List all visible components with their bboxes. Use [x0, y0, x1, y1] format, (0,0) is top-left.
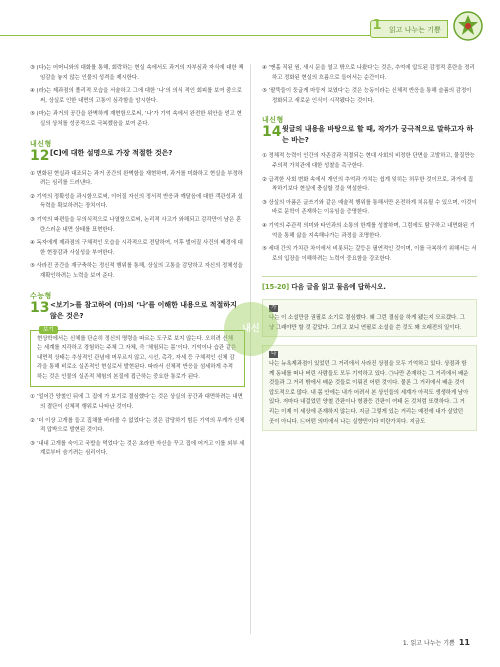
watermark-badge: 내신 [224, 302, 278, 356]
question-12-choices [30, 170, 245, 282]
choice-item[interactable]: ⑤ (마)는 과거의 공간을 완벽하게 재현함으로써, ‘나’가 기억 속에서 완전한 위안을 얻고 현실의 상처를 성공적으로 극복했음을 보여 준다. [30, 111, 242, 127]
choice-item[interactable]: ③ 상실의 아픔은 글쓰기와 같은 예술적 행위를 통해서만 온전하게 치유될 수 있으며, 이것이 바로 문학이 존재하는 이유임을 증명한다. [262, 199, 477, 216]
chapter-number: 1 [372, 18, 382, 33]
question-stem: <보기>를 참고하여 (마)의 ‘나’를 이해한 내용으로 적절하지 않은 것은? [50, 300, 237, 320]
header-rule [0, 35, 370, 36]
choice-item[interactable]: ④ ‘맨홀 직된 원, 새시 문을 열고 밖으로 나왔다’는 것은, 추억에 압도된 감정적 혼란을 정리하고 정화된 현실의 흐름으로 들어서는 순간이다. [262, 65, 475, 81]
page-number: 11 [458, 638, 470, 647]
prev-question-choices [30, 64, 245, 130]
question-13-choices [30, 393, 245, 459]
choice-item[interactable]: ⑤ ‘팔뚝들이 둥글게 마둥저 보였다’는 것은 능동이라는 신체적 반응을 통해 슬픔의 감정이 정화되고 새로운 인식이 시작됐다는 것이다. [262, 88, 472, 104]
choice-item[interactable]: ① 정체적 능력이 인간의 자존감과 직결되는 현대 사회의 비정한 단면을 고발하고, 물질만능주의적 가치관에 대한 성찰을 촉구한다. [262, 153, 475, 169]
choice-item[interactable]: ④ 기억의 주관적 의미와 타인과의 소통의 한계를 성찰하며, 그럼에도 탐구하고 내면화된 기억을 통해 삶을 지속해나가는 과정을 조명한다. [262, 222, 475, 239]
passage-heading [262, 276, 477, 293]
choice-item[interactable]: ③ (다)는 어머니와의 대화를 통해, 회락하는 현실 속에서도 과거의 자부심과 자식에 대한 책임감을 놓지 않는 인물의 성격을 제시한다. [30, 65, 244, 81]
choice-item[interactable]: ⑤ 사라진 공간을 재구축하는 정신적 행위를 통해, 상실의 고통을 감당하고 자신의 정체성을 재확인하려는 노력을 보여 준다. [30, 263, 243, 279]
passage-na-marker: 나 [271, 351, 277, 358]
right-column [262, 64, 477, 439]
passage-ga-marker: 가 [271, 304, 277, 311]
choice-item[interactable]: ④ 독자에게 제과점의 구체적인 모습을 시각적으로 전달하여, 이후 벌어질 사건의 배경에 대한 현장감과 사실성을 부여한다. [30, 240, 243, 256]
question-stem: 윗글의 내용을 바탕으로 할 때, 작가가 궁극적으로 말하고자 하는 바는? [282, 125, 474, 145]
question-number: 12 [30, 147, 50, 164]
choice-item[interactable]: ② ‘더 이상 고개를 들고 집채를 바라볼 수 없었다’는 것은 감당하기 힘든 기억의 무게가 신체적 압박으로 발현된 것이다. [30, 417, 245, 434]
footer-title: 1. 읽고 나누는 기쁨 [402, 640, 455, 647]
passage-ga-box [262, 299, 477, 337]
choice-item[interactable]: ① 변화된 현실과 대조되는 과거 공간의 완벽함을 재현하며, 과거를 미화하고 현실을 부정하려는 심리를 드러낸다. [30, 170, 243, 187]
passage-na-text: 나는 뉴욕제과점이 있었던 그 거리에서 사라진 상점을 모두 기억하고 있다. 상점과 함께 동네를 떠나 버린 사람들도 모두 기억하고 있다. ㉠나만 존재하는 그 거리에서 배운 것들과 그 거리 밖에서 배운 것들로 이뤄진 어떤 것이다. 물론 그 거리에서 배운 것이 압도적으로 많다. 내 몸 안에는 내가 어려서 본 상인들의 세계가 아직도 생생하게 남아 있다. 저마다 내걸었던 양철 간판이나 형광등 간판이 여태 돈 것처럼 또렷하다. 그 거리는 이제 이 세상에 존재하지 않는다. 지금 그렇게 있는 거리는 예전에 내가 살았던 곳이 아니다. ㉡어떤 의미에서 나는 실향민이다 미란가치다. 지금도 [269, 361, 469, 425]
choice-item[interactable]: ① ‘얼어간 양철인 뒤에 그 집에 가 보기로 결심했다’는 것은 상실의 공간과 대면하려는 내면의 결단이 신체적 행위로 나타난 것이다. [30, 394, 243, 411]
question-type-tag: 내신형 [30, 139, 52, 148]
question-number: 14 [262, 124, 282, 141]
question-14 [262, 116, 477, 146]
choice-item[interactable]: ② 급격한 사회 변화 속에서 개인의 추억과 가치는 쉽게 잊히는 허무한 것이므로, 과거에 집착하기보다 현실에 충실할 것을 역설한다. [262, 176, 474, 193]
left-column [30, 64, 245, 463]
question-14-choices [262, 152, 477, 264]
passage-instruction: 다음 글을 읽고 물음에 답하시오. [291, 283, 386, 292]
bogi-label: 보기 [39, 326, 58, 334]
passage-na-box [262, 345, 477, 431]
choice-item[interactable]: ⑤ 세대 간의 가치관 차이에서 비롯되는 갈등은 필연적인 것이며, 이를 극복하기 위해서는 서로의 입장을 이해하려는 노력이 중요함을 강조한다. [262, 246, 477, 262]
question-type-tag: 수능형 [30, 291, 52, 300]
prev-question-choices [262, 64, 477, 106]
question-number: 13 [30, 299, 50, 316]
passage-ga-text: 나는 이 소설만큼 권필로 소기로 결심했다. 왜 그런 결심을 하게 됐는지 모르겠다. 그냥 그래야만 할 것 같았다. 그러고 보니 연필로 소설을 쓴 것도 꽤 오래전의 일이다. [269, 314, 465, 331]
bogi-box [30, 326, 245, 388]
question-type-tag: 내신형 [262, 116, 284, 125]
question-12 [30, 140, 245, 164]
choice-item[interactable]: ③ ‘내내 고개를 숙이고 국밥을 먹었다’는 것은 초라한 자신을 꾸고 집에 어거고 이를 외부 세계로부터 숨기려는 심리이다. [30, 440, 245, 457]
passage-range: [15-20] [262, 283, 290, 292]
question-13 [30, 292, 245, 322]
crest-emblem-icon [452, 10, 484, 42]
question-stem: [C]에 대한 설명으로 가장 적절한 것은? [50, 148, 173, 157]
choice-item[interactable]: ③ 기억의 파편들을 무의식적으로 나열함으로써, 논리적 사고가 와해되고 감각만이 남은 혼란스러운 내면 상태를 표현한다. [30, 216, 242, 233]
choice-item[interactable]: ② 기억의 정확성을 과시함으로써, 이어질 자신의 정서적 반응과 깨달음에 대한 객관성과 설득력을 확보하려는 장치이다. [30, 193, 243, 210]
page-footer [403, 638, 470, 647]
bogi-text: 현상학에서는 신체를 단순히 정신의 명령을 따르는 도구로 보지 않는다. 오히려 신체는 세계를 지각하고 경험하는 주체 그 자체, 즉 ‘체험되는 몸’이다. 기억이나 습관 같은 내면적 상태는 추상적인 관념에 머무르지 않고, 시선, 촉각, 자세 등 구체적인 신체 감각을 통해 비로소 실존적인 현실로서 발현된다. 따라서 신체적 반응을 섬세하게 추적하는 것은 인물의 실존적 체험의 본질에 접근하는 중요한 통로가 된다. [37, 335, 237, 380]
chapter-title: 읽고 나누는 기쁨 [370, 20, 448, 38]
choice-item[interactable]: ④ (라)는 제과점의 폴리적 모습을 서술하고 그에 대한 ‘나’의 의식 적인 회피를 보여 줌으로써, 상실로 인한 내면의 고통이 심각함을 암시한다. [30, 88, 242, 104]
